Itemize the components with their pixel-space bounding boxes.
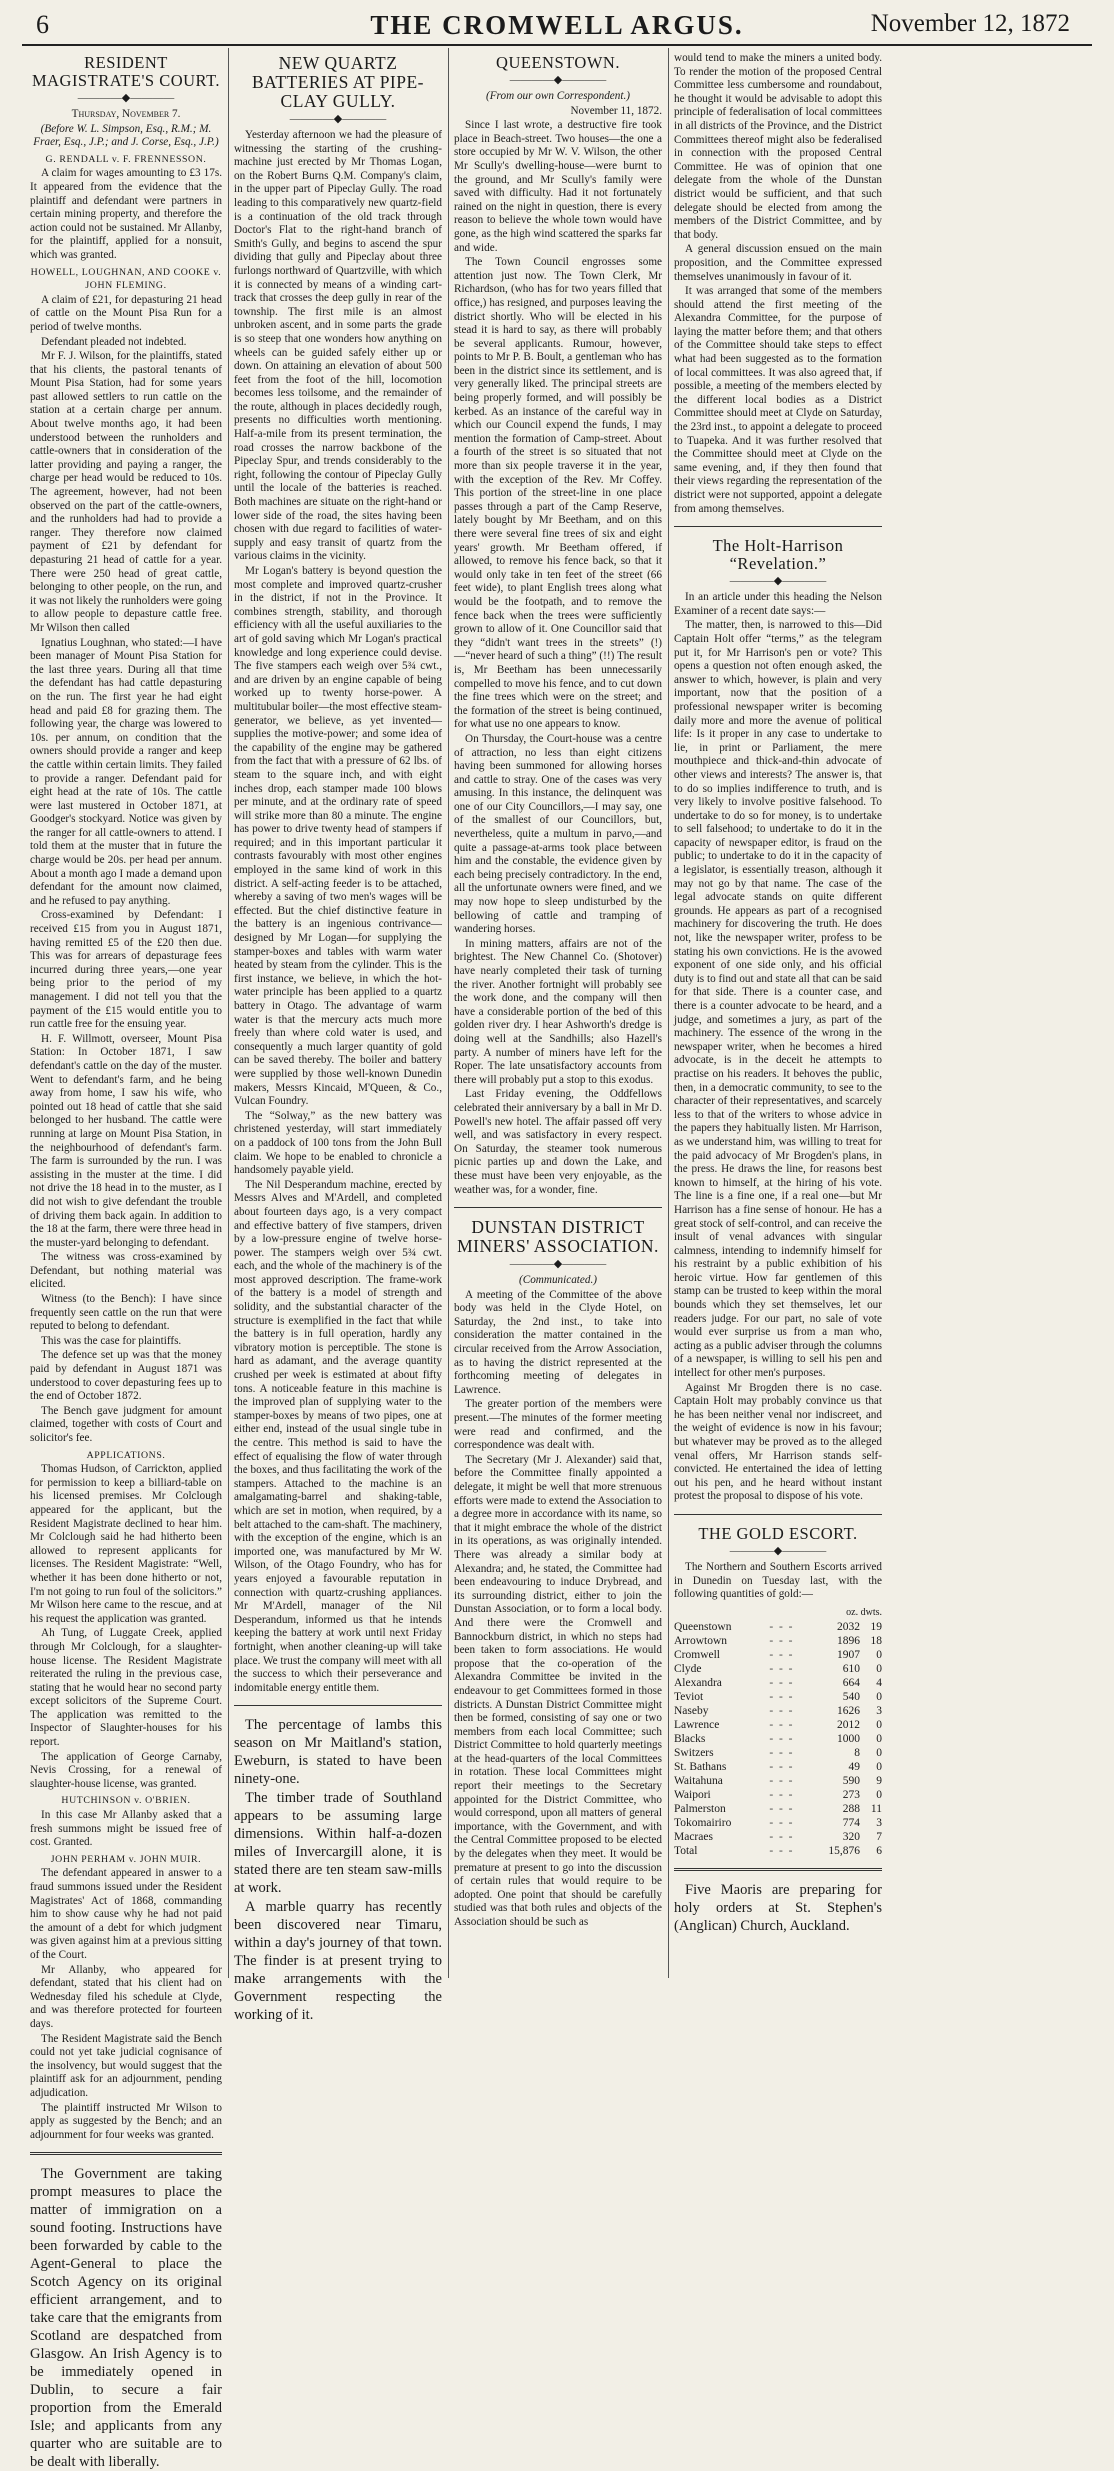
ounces: 1896 <box>837 1634 860 1647</box>
case-heading: HOWELL, LOUGHNAN, AND COOKE v. JOHN FLEMING. <box>30 266 222 292</box>
paragraph: The plaintiff instructed Mr Wilson to apply as suggested by the Bench; and an adjournment for four weeks was granted. <box>30 2101 222 2141</box>
leader-dots: - - - <box>769 1676 793 1689</box>
column-rule <box>448 48 449 1978</box>
place-name: Waitahuna <box>674 1774 723 1787</box>
ounces: 610 <box>842 1662 860 1675</box>
ounces: 288 <box>842 1802 860 1815</box>
ounces: 49 <box>848 1760 860 1773</box>
paragraph: Against Mr Brogden there is no case. Captain Holt may probably convince us that he has been neither venal nor indiscreet, and the weight of evidence is now in his favour; but whatever may be proved as to the alleged venal offers, Mr Harrison stands self-convicted. He entertained the idea of letting out his pen, and he heard without instant protest the proposal to dispose of his vote. <box>674 1381 882 1503</box>
case-heading: G. RENDALL v. F. FRENNESSON. <box>45 153 207 165</box>
court-date: Thursday, November 7. <box>71 108 181 120</box>
paragraph: The percentage of lambs this season on Mr Maitland's station, Eweburn, is stated to have been ninety-one. <box>234 1717 442 1788</box>
divider <box>674 1868 882 1871</box>
leader-dots: - - - <box>769 1704 793 1717</box>
divider <box>674 526 882 527</box>
leader-dots: - - - <box>769 1746 793 1759</box>
place-name: Naseby <box>674 1704 709 1717</box>
table-row <box>674 1648 882 1662</box>
pennyweights: 9 <box>876 1774 882 1787</box>
case-heading: JOHN PERHAM v. JOHN MUIR. <box>50 1853 202 1865</box>
ornament: ————◆———— <box>729 575 827 588</box>
paragraph: A meeting of the Committee of the above body was held in the Clyde Hotel, on Saturday, the 2nd inst., to take into consideration the matter contained in the circular received from the Arrow Association, as to having the district represented at the forthcoming meeting of delegates in Lawrence. <box>454 1288 662 1396</box>
ounces: 8 <box>854 1746 860 1759</box>
leader-dots: - - - <box>769 1774 793 1787</box>
paragraph: On Thursday, the Court-house was a centre of attraction, no less than eight citizens having been summoned for allowing horses and cattle to stray. One of the cases was very amusing. In this instance, the delinquent was one of our City Councillors,—I may say, one of the smallest of our Councillors, but, nevertheless, quite a multum in parvo,—and quite a passage-at-arms took place between him and the constable, the evidence given by each being precisely contradictory. In the end, all the unfortunate owners were fined, and we may now hope to sleep undisturbed by the bellowing of cattle and tramping of wandering horses. <box>454 732 662 936</box>
headline-quartz: NEW QUARTZ BATTERIES AT PIPE-CLAY GULLY. <box>251 53 425 111</box>
table-header-row <box>674 1606 882 1620</box>
paragraph: would tend to make the miners a united body. To render the motion of the proposed Central Committee less cumbersome and roundabout, he thought it would be advisable to adopt this principle of federalisation of local committees in all districts of the Province, and the District Committees thereof might also be federalised in connection with the proposed Central Committee. He was of opinion that one delegate from the whole of the Dunstan district would be sufficient, and that such delegate should be elected from among the members of the District Committee, and by that body. <box>674 52 882 241</box>
paragraph: This was the case for plaintiffs. <box>41 1334 182 1347</box>
paragraph: Mr Allanby, who appeared for defendant, stated that his client had on Wednesday filed his schedule at Clyde, and was therefore protected for fourteen days. <box>30 1963 222 2030</box>
correspondent-line: (Communicated.) <box>519 1274 597 1287</box>
place-name: Palmerston <box>674 1802 726 1815</box>
column-rule <box>668 48 669 1978</box>
table-total-row <box>674 1844 882 1858</box>
ornament: ————◆———— <box>289 113 387 125</box>
paragraph: A claim for wages amounting to £3 17s. It appeared from the evidence that the plaintiff and defendant were partners in certain mining property, and therefore the action could not be sustained. Mr Allanby, for the plaintiff, applied for a nonsuit, which was granted. <box>30 167 222 261</box>
paragraph: A marble quarry has recently been discovered near Timaru, within a day's journey of that town. The finder is at present trying to make arrangements with the Government respecting the working of it. <box>234 1899 442 2024</box>
table-row <box>674 1662 882 1676</box>
gold-escort-table <box>674 1606 882 1858</box>
place-name: Alexandra <box>674 1676 722 1689</box>
column-4 <box>674 52 882 1977</box>
table-row <box>674 1718 882 1732</box>
paragraph: The application of George Carnaby, Nevis Crossing, for a renewal of slaughter-house license, was granted. <box>30 1750 222 1790</box>
masthead <box>22 8 1092 46</box>
place-name: Switzers <box>674 1746 714 1759</box>
leader-dots: - - - <box>769 1788 793 1801</box>
ounces: 320 <box>842 1830 860 1843</box>
paragraph: Ah Tung, of Luggate Creek, applied through Mr Colclough, for a slaughter-house license. The Resident Magistrate reiterated the ruling in the previous case, stating that he would hear no second party except solicitors of the Supreme Court. The application was remitted to the Inspector of Slaughter-houses for his report. <box>30 1627 222 1749</box>
pennyweights: 0 <box>876 1788 882 1801</box>
leader-dots: - - - <box>769 1662 793 1675</box>
divider <box>30 2152 222 2155</box>
place-name: Blacks <box>674 1732 706 1745</box>
paragraph: Thomas Hudson, of Carrickton, applied for permission to keep a billiard-table on his licensed premises. Mr Colclough appeared for the applicant, but the Resident Magistrate declined to hear him. Mr Colclough said he had hitherto been allowed to represent applicants for licenses. The Resident Magistrate: “Well, whether it has been done hitherto or not, I'm not going to run foul of the solicitors.” Mr Wilson here came to the rescue, and at his request the application was granted. <box>30 1463 222 1625</box>
ornament: ————◆———— <box>729 1544 827 1557</box>
column-2 <box>234 52 442 2024</box>
ounces: 1626 <box>837 1704 860 1717</box>
leader-dots: - - - <box>769 1802 793 1815</box>
table-row <box>674 1704 882 1718</box>
leader-dots: - - - <box>769 1620 793 1633</box>
place-name: Clyde <box>674 1662 702 1675</box>
pennyweights: 3 <box>876 1704 882 1717</box>
paragraph: The Town Council engrosses some attention just now. The Town Clerk, Mr Richardson, (who has for two years filled that office,) has resigned, and purposes leaving the district shortly. Who will be elected in his stead it is hard to say, as there will probably be several applicants. Rumour, however, points to Mr P. B. Boult, a gentleman who has been in the district since its settlement, and is very generally liked. The principal streets are being properly formed, and will possibly be kerbed. As an instance of the careful way in which our Council expend the funds, I may mention the formation of Camp-street. About a fourth of the street is so situated that not more than six people traverse it in the year, with the exception of the Rev. Mr Coffey. This portion of the street-line in one place passes through a part of the Camp Reserve, lately bought by Mr Beetham, and on this there were several fine trees of six and eight years' growth. Mr Beetham offered, if allowed, to remove his fence back, so that it would only take in ten feet of the street (66 feet wide), to plant English trees along what would be the footpath, and to remove the fence back when the trees were sufficiently grown to allow of it. One Councillor said that they “didn't want trees in the streets” (!)—“never heard of such a thing” (!!) The result is, Mr Beetham has been unnecessarily compelled to move his fence, and to cut down the fine trees which were on the street; and the formation of the street is being continued, for what use no one appears to know. <box>454 256 662 731</box>
leader-dots: - - - <box>769 1690 793 1703</box>
paragraph: Witness (to the Bench): I have since frequently seen cattle on the run that were reputed to belong to defendant. <box>30 1293 222 1333</box>
pennyweights: 3 <box>876 1816 882 1829</box>
pennyweights: 7 <box>876 1830 882 1843</box>
place-name: Tokomairiro <box>674 1816 732 1829</box>
paragraph: The defence set up was that the money paid by defendant in August 1871 was understood to cover depasturing fees up to the end of October 1872. <box>30 1349 222 1403</box>
leader-dots: - - - <box>769 1648 793 1661</box>
correspondent-line: (From our own Correspondent.) <box>486 90 630 102</box>
leader-dots: - - - <box>769 1844 793 1857</box>
issue-date: November 12, 1872 <box>870 10 1070 37</box>
paragraph: In this case Mr Allanby asked that a fresh summons might be issued free of cost. Granted. <box>30 1809 222 1849</box>
place-name: Arrowtown <box>674 1634 728 1647</box>
divider <box>454 1207 662 1208</box>
table-row <box>674 1732 882 1746</box>
pennyweights: 19 <box>870 1620 882 1633</box>
total-dwt: 6 <box>876 1844 882 1857</box>
place-name: Lawrence <box>674 1718 720 1731</box>
paragraph: Yesterday afternoon we had the pleasure of witnessing the starting of the crushing-machine just erected by Mr Thomas Logan, on the Robert Burns Q.M. Company's claim, in the upper part of Pipeclay Gully. The road leading to this comparatively new quartz-field is a continuation of the old track through Doctor's Flat to the right-hand branch of Smith's Gully, and begins to ascend the spur dividing that gully and Pipeclay about three furlongs northward of Quartzville, with which it is connected by means of a winding cart-track that crosses the deep gully in rear of the township. The first mile is an almost unbroken ascent, and in some parts the grade is so steep that one wonders how anything on wheels can be guided safely either up or down. On attaining an elevation of about 500 feet from the foot of the hill, locomotion becomes less toilsome, and the remainder of the route, although in places decidedly rough, presents no difficulties worth mentioning. Half-a-mile from its present termination, the road crosses the narrow backbone of the Pipeclay Spur, and trends considerably to the right, following the contour of Pipeclay Gully until the locale of the batteries is reached. Both machines are situate on the right-hand or lower side of the road, the sites having been chosen with due regard to facilities of water-supply and easy transit of quartz from the various claims in the vicinity. <box>234 129 442 563</box>
page-number: 6 <box>36 10 49 39</box>
paragraph: The Nil Desperandum machine, erected by Messrs Alves and M'Ardell, and completed about fourteen days ago, is a very compact and effective battery of five stampers, driven by a low-pressure engine of twelve horse-power. The stampers weigh over 5¾ cwt. each, and the whole of the machinery is of the most approved description. The frame-work of the battery is a model of strength and solidity, and the substantial character of the structure is exemplified in the fact that while the battery is in full operation, hardly any vibratory motion is perceptible. The stone is hard as adamant, and the average quantity crushed per week is estimated at about fifty tons. A noticeable feature in this machine is the improved plan of supplying water to the stamper-boxes by means of two pipes, one at either end, instead of the usual single tube in the centre. This method is said to have the effect of equalising the flow of water through the boxes, and thus facilitating the work of the stampers. Attached to the machine is an amalgamating-barrel and shaking-table, which are set in motion, when required, by a belt attached to the cam-shaft. The machinery, with the exception of the engine, which is an imported one, was manufactured by Mr W. Wilson, of the Otago Foundry, who has for years enjoyed a favourable reputation in connection with quartz-crushing appliances. Mr M'Ardell, manager of the Nil Desperandum, informed us that he intends keeping the battery at work until next Friday fortnight, when another cleaning-up will take place. We trust the company will meet with all the success to which their perseverance and indomitable energy entitle them. <box>234 1178 442 1694</box>
paragraph: The Bench gave judgment for amount claimed, together with costs of Court and solicitor's fee. <box>30 1404 222 1444</box>
paragraph: The matter, then, is narrowed to this—Did Captain Holt offer “terms,” as the telegram put it, for Mr Harrison's pen or vote? This opens a question not often enough asked, the answer to which, however, is plain and very important, now that the position of a professional newspaper writer is becoming daily more and more the avenue of political life: Is it proper in any case to undertake to lie, in print or Parliament, the mere mouthpiece and thick-and-thin advocate of other views and interests? The answer is, that to do so implies indifference to truth, and is very likely to involve positive falsehood. To undertake to do so for money, is to undertake to sell falsehood; to undertake to do it in the capacity of newspaper editor, is fraud on the public; to undertake to do it in the capacity of a legislator, is essentially treason, although it may not go by that name. The case of the legal advocate stands on quite different grounds. He appears as part of a recognised machinery for discovering the truth. He does not, like the newspaper writer, profess to be stating his own convictions. He is the avowed exponent of one side only, and his official duty is to find out and state all that can be said for that side. There is a counter case, and there is a counter advocate to be heard, and a judge, and sometimes a jury, as part of the machinery. The essence of the wrong in the newspaper writer, when he becomes a hired advocate, is in the deceit he attempts to practise on his readers. It behoves the public, then, in a democratic community, to see to the character of their representatives, and scarcely less to that of the writers to whose advice in the papers they habitually listen. Mr Harrison, as we understand him, was willing to treat for the paid advocacy of Mr Brogden's plans, in the press. He draws the line, for reasons best known to himself, at the hiring of his vote. The line is a fine one, if a real one—but Mr Harrison has a fine sense of honour. He has a great stock of self-control, and can receive the insult of venal advances with singular calmness, intending to indemnify himself for his restraint by a public exhibition of his heroic virtue. How far gentlemen of this stamp can be trusted to keep within the moral bounds which they set themselves, let our readers judge. For our part, no sale of vote would ever surprise us from a man who, acting as a public adviser through the columns of a newspaper, is willing to sell his pen and intellect for other men's purposes. <box>674 619 882 1380</box>
ounces: 2032 <box>837 1620 860 1633</box>
paragraph: The Resident Magistrate said the Bench could not yet take judicial cognisance of the insolvency, but would suggest that the plaintiff ask for an adjournment, pending adjudication. <box>30 2032 222 2099</box>
divider <box>234 1705 442 1706</box>
pennyweights: 0 <box>876 1690 882 1703</box>
court-bench: (Before W. L. Simpson, Esq., R.M.; M. Fraer, Esq., J.P.; and J. Corse, Esq., J.P.) <box>33 122 219 149</box>
leader-dots: - - - <box>769 1634 793 1647</box>
leader-dots: - - - <box>769 1732 793 1745</box>
table-row <box>674 1802 882 1816</box>
place-name: St. Bathans <box>674 1760 727 1773</box>
case-heading: APPLICATIONS. <box>86 1449 166 1461</box>
table-row <box>674 1746 882 1760</box>
table-row <box>674 1788 882 1802</box>
place-name: Cromwell <box>674 1648 720 1661</box>
paragraph: The Secretary (Mr J. Alexander) said that, before the Committee finally appointed a delegate, it might be well that more strenuous efforts were made to extend the Association to a degree more in accordance with its name, so that it might embrace the whole of the district in its operations, as was originally intended. There was already a similar body at Alexandra; and, he stated, the Committee had been endeavouring to induce Drybread, and its surrounding district, either to join the Dunstan Association, or to form a local body. And there were the Cromwell and Bannockburn district, in which no steps had been taken to form associations. He would propose that the co-operation of the Alexandra Committee be invited in the endeavour to get Committees formed in those districts. A Dunstan District Committee might then be formed, consisting of say one or two members from each local Committee; such District Committee to hold quarterly meetings at the head-quarters of the local Committees in rotation. These local Committees might report their meetings to the Secretary appointed for the District Committee, who would correspond, upon all matters of general importance, with the Government, and with the Central Committee proposed to be elected by the delegates when they meet. It would be premature at present to go into the discussion of certain rules that would require to be adopted. One point that should be carefully studied was that both rules and objects of the Association should be such as <box>454 1453 662 1928</box>
dateline: November 11, 1872. <box>570 104 662 117</box>
paragraph: In an article under this heading the Nelson Examiner of a recent date says:— <box>674 591 882 617</box>
headline-gold-escort: THE GOLD ESCORT. <box>698 1523 858 1543</box>
paragraph: Mr Logan's battery is beyond question the most complete and improved quartz-crusher in the district, if not in the Province. It combines strength, stability, and thorough efficiency with all the useful auxiliaries to the art of gold saving which Mr Logan's practical knowledge and long experience could devise. The five stampers each weigh over 5¾ cwt., and are driven by an engine capable of being worked up to twenty horse-power. A multitubular boiler—the most effective steam-generator, we believe, as yet invented—supplies the motive-power; and some idea of the capability of the engine may be gathered from the fact that with a pressure of 62 lbs. of steam to the square inch, and with eight inches drop, each stamper made 100 blows per minute, and at the ordinary rate of speed will strike more than 80 a minute. The engine has power to drive twenty head of stampers if required; and in this important particular it contrasts favourably with most other engines employed in the same kind of work in this district. A self-acting feeder is to be attached, whereby a saving of two men's wages will be effected. But the chief distinctive feature in the battery is an ingenious contrivance—designed by Mr Logan—for supplying the stamper-boxes and tables with warm water heated by steam from the cylinder. This is the first instance, we believe, in which the hot-water principle has been applied to a quartz battery in Otago. The advantage of warm water is that the mercury acts much more freely than where cold water is used, and consequently a much larger quantity of gold can be saved thereby. The boiler and battery were supplied by those well-known Dunedin makers, Messrs Kincaid, M'Queen, & Co., Vulcan Foundry. <box>234 565 442 1108</box>
ounces: 2012 <box>837 1718 860 1731</box>
ornament: ————◆———— <box>509 74 607 86</box>
paragraph: In mining matters, affairs are not of the brightest. The New Channel Co. (Shotover) have nearly completed their task of turning the river. Another fortnight will probably see the work done, and the company will then have a considerable portion of the bed of this golden river dry. I hear Ashworth's dredge is doing well at the Sandhills; also Hazell's party. A number of miners have left for the Roper. The late unsatisfactory accounts from there will probably put a stop to this exodus. <box>454 937 662 1086</box>
table-row <box>674 1760 882 1774</box>
ounces: 590 <box>842 1774 860 1787</box>
case-heading: HUTCHINSON v. O'BRIEN. <box>61 1795 191 1807</box>
ornament: ————◆———— <box>509 1258 607 1271</box>
ounces: 1907 <box>837 1648 860 1661</box>
table-row <box>674 1620 882 1634</box>
pennyweights: 11 <box>870 1802 882 1815</box>
paragraph: Cross-examined by Defendant: I received £15 from you in August 1871, having remitted £5 of the £20 then due. This was for arrears of depasturage fees incurred during three years,—one year being prior to the period of my management. I did not tell you that the payment of the £15 would entitle you to run cattle free for the ensuing year. <box>30 909 222 1031</box>
total-label: Total <box>674 1844 698 1857</box>
divider <box>674 1514 882 1515</box>
paragraph: Last Friday evening, the Oddfellows celebrated their anniversary by a ball in Mr D. Powell's new hotel. The affair passed off very well, and was satisfactory in every respect. On Saturday, the steamer took numerous picnic parties up and down the Lake, and these must have been very enjoyable, as the weather was, for a wonder, fine. <box>454 1088 662 1196</box>
paragraph: The greater portion of the members were present.—The minutes of the former meeting were read and confirmed, and the correspondence was dealt with. <box>454 1398 662 1452</box>
place-name: Macraes <box>674 1830 713 1843</box>
ounces: 774 <box>842 1816 860 1829</box>
leader-dots: - - - <box>769 1760 793 1773</box>
units-header: oz. dwts. <box>846 1606 882 1618</box>
pennyweights: 0 <box>876 1760 882 1773</box>
paragraph: It was arranged that some of the members should attend the first meeting of the Alexandra Committee, for the purpose of laying the matter before them; and that others of the Committee should take steps to effect what had been suggested as to the formation of local committees. It was also agreed that, if possible, a meeting of the members elected by the different local bodies as a District Committee should meet at Clyde on Saturday, the 23rd inst., to appoint a delegate to proceed to Tuapeka. And it was further resolved that the Committee should meet at Clyde on the same evening, and, if they then found that their views regarding the representation of the district were not supported, appoint a delegate from among themselves. <box>674 285 882 515</box>
total-oz: 15,876 <box>828 1844 860 1857</box>
place-name: Teviot <box>674 1690 704 1703</box>
paragraph: A claim of £21, for depasturing 21 head of cattle on the Mount Pisa Run for a period of twelve months. <box>30 293 222 333</box>
place-name: Waipori <box>674 1788 711 1801</box>
paragraph: Defendant pleaded not indebted. <box>41 335 187 348</box>
headline-dunstan: DUNSTAN DISTRICT MINERS' ASSOCIATION. <box>457 1217 659 1257</box>
ornament: ————◆———— <box>77 92 175 104</box>
paragraph: H. F. Willmott, overseer, Mount Pisa Station: In October 1871, I saw defendant's cattle on the day of the muster. Went to defendant's farm, and he being away from home, I saw his wife, who pointed out 18 head of cattle that she said belonged to her husband. The cattle were running at large on Mount Pisa Station, in the neighbourhood of defendant's farm. The farm is surrounded by the run. I was assisting in the muster at the time. I did not drive the 18 head in to the muster, as I did not wish to give defendant the trouble of driving them back again. In addition to the 18 at the farm, there were three head in the muster-yard belonging to defendant. <box>30 1032 222 1249</box>
paragraph: The Northern and Southern Escorts arrived in Dunedin on Tuesday last, with the following quantities of gold:— <box>674 1560 882 1601</box>
column-rule <box>228 48 229 1978</box>
paragraph: Ignatius Loughnan, who stated:—I have been manager of Mount Pisa Station for the last three years. During all that time the defendant has had cattle depasturing on the run. The first year he had eight head and paid £8 for grazing them. The following year, the charge was lowered to 10s. per annum, on condition that the owners should provide a ranger and keep the cattle within certain limits. They failed to provide a ranger. Defendant paid for eight head at the rate of 10s. The cattle were last mustered in October 1871, at Goodger's stockyard. Notice was given by the ranger for all cattle-owners to attend. I told them at the muster that in future the charge would be 20s. per head per annum. About a month ago I made a demand upon defendant for the amount now claimed, and he refused to pay anything. <box>30 636 222 907</box>
leader-dots: - - - <box>769 1718 793 1731</box>
pennyweights: 4 <box>876 1676 882 1689</box>
paragraph: A general discussion ensued on the main proposition, and the Committee expressed themselves unanimously in favour of it. <box>674 243 882 283</box>
column-1 <box>30 52 222 2471</box>
table-row <box>674 1830 882 1844</box>
table-row <box>674 1690 882 1704</box>
headline-holt-harrison: The Holt-Harrison “Revelation.” <box>712 536 844 574</box>
pennyweights: 0 <box>876 1732 882 1745</box>
headline-queenstown: QUEENSTOWN. <box>496 53 620 72</box>
table-row <box>674 1816 882 1830</box>
paragraph-immigration: The Government are taking prompt measures to place the matter of immigration on a sound footing. Instructions have been forwarded by cable to the Agent-General to place the Scotch Agency on its original efficient arrangement, and to take care that the emigrants from Scotland are despatched from Glasgow. An Irish Agency is to be immediately opened in Dublin, to secure a fair proportion from the Emerald Isle; and applicants from any quarter who are suitable are to be dealt with liberally. <box>30 2166 222 2471</box>
paragraph: The “Solway,” as the new battery was christened yesterday, will start immediately on a paddock of 100 tons from the John Bull claim. We hope to be enabled to chronicle a handsomely payable yield. <box>234 1109 442 1177</box>
place-name: Queenstown <box>674 1620 732 1633</box>
table-row <box>674 1676 882 1690</box>
ounces: 540 <box>842 1690 860 1703</box>
pennyweights: 0 <box>876 1746 882 1759</box>
pennyweights: 0 <box>876 1648 882 1661</box>
paragraph: The timber trade of Southland appears to be assuming large dimensions. Within half-a-dozen miles of Invercargill alone, it is stated there are ten steam saw-mills at work. <box>234 1790 442 1897</box>
leader-dots: - - - <box>769 1816 793 1829</box>
column-3 <box>454 52 662 1977</box>
newspaper-title: THE CROMWELL ARGUS. <box>370 10 744 40</box>
pennyweights: 0 <box>876 1662 882 1675</box>
paragraph: Five Maoris are preparing for holy orders at St. Stephen's (Anglican) Church, Auckland. <box>674 1881 882 1934</box>
leader-dots: - - - <box>769 1830 793 1843</box>
table-row <box>674 1634 882 1648</box>
paragraph: The defendant appeared in answer to a fraud summons issued under the Resident Magistrates' Act of 1868, commanding him to show cause why he had not paid the amount of a debt for which judgment was given against him at a previous sitting of the Court. <box>30 1867 222 1961</box>
paragraph: The witness was cross-examined by Defendant, but nothing material was elicited. <box>30 1251 222 1291</box>
ounces: 1000 <box>837 1732 860 1745</box>
pennyweights: 18 <box>870 1634 882 1647</box>
paragraph: Mr F. J. Wilson, for the plaintiffs, stated that his clients, the pastoral tenants of Mount Pisa Station, had for some years past allowed settlers to run cattle on the station at a certain charge per annum. About twelve months ago, it had been understood between the runholders and cattle-owners that in consideration of the latter providing and paying a ranger, the charge per head would be reduced to 10s. The agreement, however, had not been observed on the part of the cattle-owners, and the runholders had had to provide a ranger. They therefore now claimed payment of £21 by defendant for depasturing 21 head of cattle for a year. There were 250 head of great cattle, belonging to other people, on the run, and it was not likely the runholders were going to allow people to depasture cattle free. Mr Wilson then called <box>30 350 222 634</box>
table-row <box>674 1774 882 1788</box>
ounces: 273 <box>842 1788 860 1801</box>
paragraph: Since I last wrote, a destructive fire took place in Beach-street. Two houses—the one a store occupied by Mr W. V. Wilson, the other Mr Scully's dwelling-house—were burnt to the ground, and Mr Scully's family were saved with difficulty. Had it not fortunately rained on the night in question, there is every reason to believe the whole town would have gone, as the high wind scattered the sparks far and wide. <box>454 119 662 254</box>
pennyweights: 0 <box>876 1718 882 1731</box>
ounces: 664 <box>842 1676 860 1689</box>
headline-court: RESIDENT MAGISTRATE'S COURT. <box>31 53 221 90</box>
